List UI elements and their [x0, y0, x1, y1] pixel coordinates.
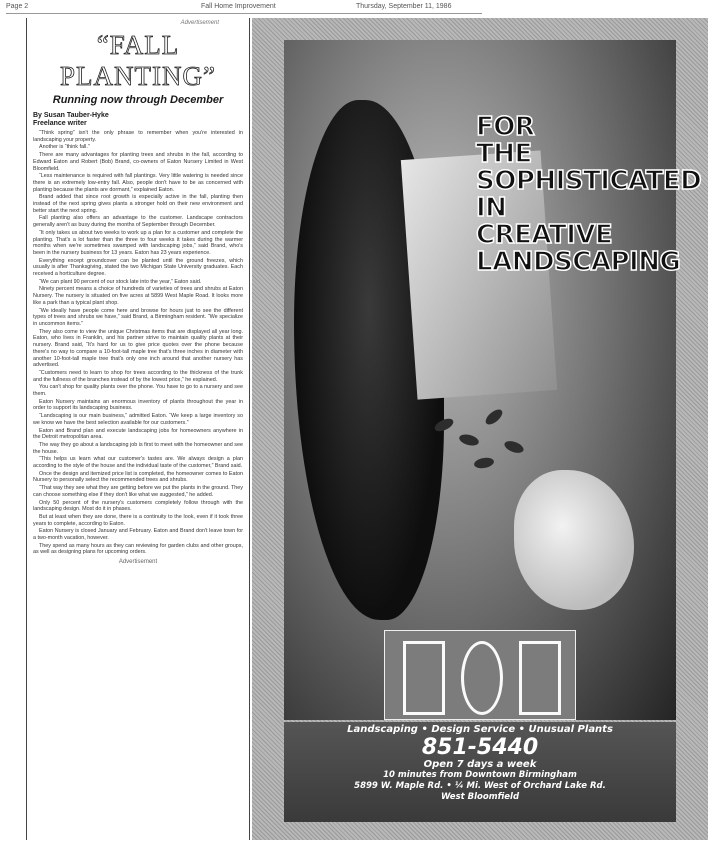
article-paragraph: “We ideally have people come here and browse for hours just to see the different types of trees and shrubs we have,” said Brand, a Birmingham resident. “We specialize in uncommon items.” — [33, 307, 243, 327]
page-number: Page 2 — [6, 3, 29, 10]
article-paragraph: “Landscaping is our main business,” admitted Eaton. “We keep a large inventory so we know we have the best selection available for our customers.” — [33, 413, 243, 426]
byline-name: By Susan Tauber-Hyke — [33, 112, 109, 119]
article-paragraph: Once the design and itemized price list is completed, the homeowner comes to Eaton Nursery to personally select the recommended trees and shrubs. — [33, 470, 243, 484]
article-column — [26, 18, 250, 840]
article-paragraph: “Think spring” isn't the only phrase to remember when you're interested in landscaping your property. — [33, 130, 243, 143]
article-body — [33, 130, 243, 556]
leaf-image — [473, 456, 494, 469]
article-paragraph: “We can plant 90 percent of our stock late into the year,” Eaton said. — [39, 278, 202, 285]
logo-panel — [519, 641, 561, 715]
ad-directions: 10 minutes from Downtown Birmingham — [383, 770, 577, 780]
leaf-image — [458, 433, 480, 448]
article-paragraph: Eaton Nursery is closed January and February. Eaton and Brand don't leave town for a two-month vacation, however. — [33, 528, 243, 542]
leaf-image — [503, 439, 525, 455]
issue-date: Thursday, September 11, 1986 — [356, 3, 452, 10]
article-footer: Advertisement — [118, 559, 158, 566]
ad-headline-line: IN — [476, 193, 507, 223]
nursery-logo — [384, 630, 576, 720]
article-subhead: Running now through December — [52, 94, 224, 106]
ad-headline — [476, 112, 702, 277]
advertisement — [252, 18, 708, 840]
article-paragraph: Ninety percent means a choice of hundreds of varieties of trees and shrubs at Eaton Nursery. The nursery is situated on five acres at 5899 West Maple Road. It looks more like a park than a typical plant shop. — [33, 286, 243, 306]
article-paragraph: Only 50 percent of the nursery's customers completely follow through with the landscaping design. Most do it in phases. — [33, 499, 243, 513]
ad-headline-line: FOR — [476, 112, 535, 142]
ad-hours: Open 7 days a week — [423, 759, 537, 770]
article-paragraph: Everything except groundcover can be planted until the ground freezes, which usually is after Thanksgiving, stated the two Michigan State University graduates. Each received a horticulture degree. — [33, 257, 243, 278]
logo-panel — [403, 641, 445, 715]
article-paragraph: The way they go about a landscaping job is first to meet with the homeowner and see the house. — [33, 441, 243, 455]
article-paragraph: “Customers need to learn to shop for trees according to the thickness of the trunk and the fullness of the branches instead of by the lowest price,” he explained. — [33, 369, 243, 383]
article-paragraph: “It only takes us about two weeks to work up a plan for a customer and complete the planting. That's a lot faster than the three to four weeks it takes during the warmer months when we're sometimes swamped with landscaping jobs,” said Brand, who's been in the nursery business for 13 years. Eaton has 23 years experience. — [33, 229, 243, 256]
article-kicker: Advertisement — [180, 20, 219, 26]
byline-role: Freelance writer — [33, 120, 87, 127]
ad-headline-line: LANDSCAPING — [476, 247, 681, 277]
article-paragraph: “That way they see what they are getting before we put the plants in the ground. They can choose something else if they don't like what we suggested,” he added. — [33, 485, 243, 498]
ad-city: West Bloomfield — [440, 792, 520, 802]
logo-panel — [461, 641, 503, 715]
article-paragraph: Fall planting also offers an advantage to the customer. Landscape contractors generally aren't as busy during the months of September through December. — [33, 215, 243, 229]
garden-glove-image — [514, 470, 634, 610]
ad-address: 5899 W. Maple Rd. • ¼ Mi. West of Orchard Lake Rd. — [354, 781, 606, 791]
article-paragraph: But at least when they are done, there is a continuity to the look, even if it took three years to complete, according to Eaton. — [33, 513, 243, 527]
article-paragraph: They also come to view the unique Christmas items that are displayed all year long. Eaton, who lives in Franklin, and his partner strive to maintain quality plants at their nursery. Brand said, “It's hard for us to give price quotes over the phone because there's no way to compare a 10-foot-tall maple tree that's three inches in diameter with another 10-foot-tall maple tree that's only one inch around that another nursery has advertised. — [33, 328, 243, 369]
article-paragraph: Eaton Nursery maintains an enormous inventory of plants throughout the year in order to support its landscaping business. — [33, 398, 243, 412]
ad-contact-block — [284, 722, 676, 822]
article-paragraph: There are many advantages for planting trees and shrubs in the fall, according to Edward Eaton and Robert (Bob) Brand, co-owners of Eaton Nursery Limited in West Bloomfield. — [33, 152, 243, 172]
article-paragraph: “This helps us learn what our customer's tastes are. We always design a plan according to the style of the house and the individual taste of the customer,” Brand said. — [33, 456, 243, 470]
running-header — [6, 3, 482, 14]
section-title: Fall Home Improvement — [201, 3, 276, 10]
ad-headline-line: SOPHISTICATED — [476, 166, 702, 196]
article-paragraph: Another is “think fall.” — [39, 144, 90, 151]
article-headline: “FALL PLANTING” — [60, 30, 216, 91]
ad-photo — [284, 40, 702, 720]
article-paragraph: They spend as many hours as they can reviewing for garden clubs and other groups, as well as designing plans for upcoming orders. — [33, 542, 243, 556]
ad-headline-line: CREATIVE — [476, 220, 613, 250]
article-paragraph: “Less maintenance is required with fall plantings. Very little watering is needed since there is an extremely low-entry fall. Also, people don't have to be as concerned with planting because the plants are dormant,” explained Eaton. — [33, 173, 243, 193]
byline — [33, 112, 243, 128]
article-paragraph: Eaton and Brand plan and execute landscaping jobs for homeowners anywhere in the Detroit metropolitan area. — [33, 427, 243, 441]
article-paragraph: Brand added that since root growth is especially active in the fall, planting then instead of the next spring gives plants a stronger hold on their new environment and better start the next spring. — [33, 194, 243, 214]
article-paragraph: You can't shop for quality plants over the phone. You have to go to a nursery and see them. — [33, 384, 243, 398]
ad-phone: 851-5440 — [421, 735, 539, 760]
leaf-image — [483, 407, 505, 428]
ad-services: Landscaping • Design Service • Unusual Plants — [347, 724, 613, 735]
ad-headline-line: THE — [476, 139, 532, 169]
